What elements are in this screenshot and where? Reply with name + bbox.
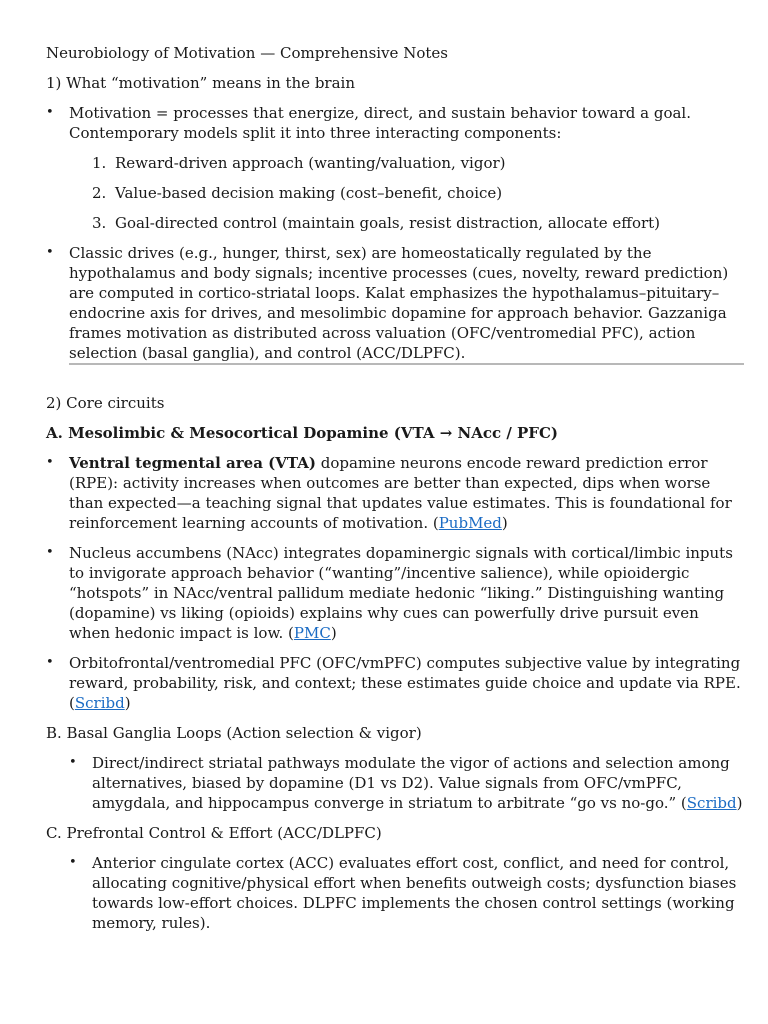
subsection-c-heading: C. Prefrontal Control & Effort (ACC/DLPFC): [46, 824, 382, 842]
list-item: [46, 543, 744, 643]
list-item: [69, 183, 744, 203]
scribd-link[interactable]: Scribd: [686, 794, 737, 812]
list-item: [46, 243, 744, 363]
paren-close: ): [330, 624, 337, 642]
list-item: [46, 653, 744, 713]
component-text: Value-based decision making (cost–benefit, choice): [115, 184, 503, 202]
list-item: [69, 213, 744, 233]
document-title: Neurobiology of Motivation — Comprehensive Notes: [46, 44, 448, 62]
list-number: 2.: [92, 184, 107, 202]
pubmed-link[interactable]: PubMed: [438, 514, 502, 532]
subsection-b-list: [46, 753, 744, 813]
section-1-list: [46, 103, 744, 363]
drives-paragraph: Classic drives (e.g., hunger, thirst, sex) are homeostatically regulated by the hypothalamus and body signals; incentive processes (cues, novelty, reward prediction) are computed in cortico-striatal loops. Kalat emphasizes the hypothalamus–pituitary–endocrine axis for drives, and mesolimbic dopamine for approach behavior. Gazzaniga frames motivation as distributed across valuation (OFC/ventromedial PFC), action selection (basal ganglia), and control (ACC/DLPFC).: [69, 244, 729, 362]
vta-term: Ventral tegmental area (VTA): [69, 454, 316, 472]
paren-close: ): [124, 694, 131, 712]
nacc-text: Nucleus accumbens (NAcc) integrates dopaminergic signals with cortical/limbic inputs to invigorate approach behavior (“wanting”/incentive salience), while opioidergic “hotspots” in NAcc/ventral pallidum mediate hedonic “liking.” Distinguishing wanting (dopamine) vs liking (opioids) explains why cues can powerfully drive pursuit even when hedonic impact is low. (: [69, 544, 733, 642]
section-2-heading: 2) Core circuits: [46, 394, 165, 412]
paren-close: ): [736, 794, 743, 812]
component-text: Goal-directed control (maintain goals, resist distraction, allocate effort): [115, 214, 661, 232]
components-list: [69, 153, 744, 233]
motivation-definition: Motivation = processes that energize, direct, and sustain behavior toward a goal. Contemporary models split it into three interacting components:: [69, 104, 691, 142]
list-item: [69, 853, 744, 933]
list-item: [46, 453, 744, 533]
scribd-link[interactable]: Scribd: [74, 694, 125, 712]
list-item: [46, 103, 744, 233]
list-number: 3.: [92, 214, 107, 232]
subsection-b-heading: B. Basal Ganglia Loops (Action selection & vigor): [46, 724, 422, 742]
list-item: [69, 153, 744, 173]
section-1-heading: 1) What “motivation” means in the brain: [46, 74, 356, 92]
ofc-text: Orbitofrontal/ventromedial PFC (OFC/vmPFC) computes subjective value by integrating reward, probability, risk, and context; these estimates guide choice and update via RPE. (: [69, 654, 741, 712]
subsection-a-list: [46, 453, 744, 713]
component-text: Reward-driven approach (wanting/valuation, vigor): [115, 154, 506, 172]
basal-ganglia-text: Direct/indirect striatal pathways modulate the vigor of actions and selection among alternatives, biased by dopamine (D1 vs D2). Value signals from OFC/vmPFC, amygdala, and hippocampus converge in striatum to arbitrate “go vs no-go.” (: [92, 754, 730, 812]
horizontal-divider: [69, 363, 744, 365]
vta-text: dopamine neurons encode reward prediction error (RPE): activity increases when outcomes are better than expected, dips when worse than expected—a teaching signal that updates value estimates. This is foundational for reinforcement learning accounts of motivation. (: [69, 454, 732, 532]
paren-close: ): [501, 514, 508, 532]
list-number: 1.: [92, 154, 107, 172]
acc-text: Anterior cingulate cortex (ACC) evaluates effort cost, conflict, and need for control, allocating cognitive/physical effort when benefits outweigh costs; dysfunction biases towards low-effort choices. DLPFC implements the chosen control settings (working memory, rules).: [92, 854, 737, 932]
list-item: [69, 753, 744, 813]
pmc-link[interactable]: PMC: [293, 624, 331, 642]
subsection-c-list: [46, 853, 744, 933]
subsection-a-heading: A. Mesolimbic & Mesocortical Dopamine (VTA → NAcc / PFC): [46, 424, 558, 442]
